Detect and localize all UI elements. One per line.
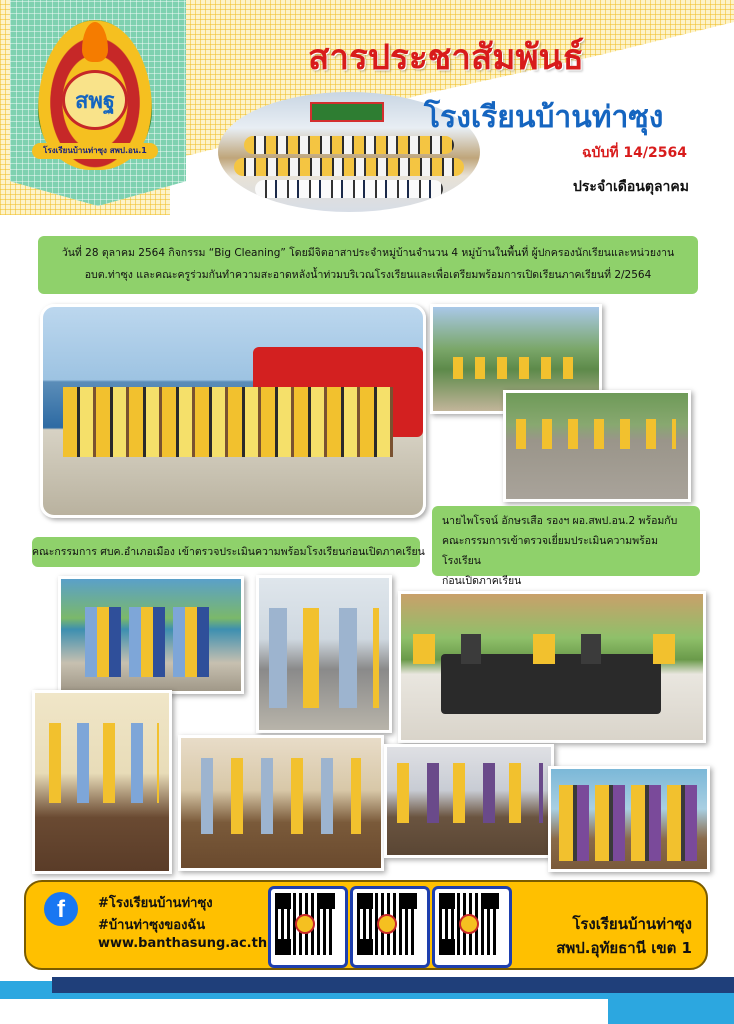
emblem-center: สพฐ bbox=[62, 70, 128, 130]
bottom-arrow-stripe bbox=[608, 993, 734, 1024]
footer-school-name: โรงเรียนบ้านท่าซุง bbox=[572, 915, 692, 933]
inspectors bbox=[49, 723, 159, 803]
photo-library-check bbox=[384, 744, 554, 858]
caption-line: คณะกรรมการเข้าตรวจเยี่ยมประเมินความพร้อมโรงเรียน bbox=[442, 535, 658, 567]
photo-committee-lineup bbox=[548, 766, 710, 872]
committee-members bbox=[559, 785, 699, 861]
photo-inspection-committee bbox=[58, 576, 244, 694]
school-name-heading: โรงเรียนบ้านท่าซุง bbox=[424, 100, 664, 135]
meeting-attendees bbox=[401, 634, 701, 664]
inspectors bbox=[201, 758, 361, 834]
footer-district: สพป.อุทัยธานี เขต 1 bbox=[556, 939, 692, 957]
issue-month: ประจำเดือนตุลาคม bbox=[573, 179, 689, 195]
hashtag-home: #บ้านท่าซุงของฉัน bbox=[98, 918, 206, 933]
inspection-caption-left: คณะกรรมการ ศบค.อำเภอเมือง เข้าตรวจประเมินความพร้อมโรงเรียนก่อนเปิดภาคเรียน bbox=[32, 537, 420, 567]
newsletter-title: สารประชาสัมพันธ์ bbox=[308, 37, 584, 78]
website-link[interactable]: www.banthasung.ac.th bbox=[98, 936, 268, 951]
qr-logo-icon bbox=[459, 914, 479, 934]
volunteers-group bbox=[63, 387, 393, 457]
hashtag-school: #โรงเรียนบ้านท่าซุง bbox=[98, 896, 213, 911]
volunteers-group bbox=[453, 357, 583, 379]
qr-code[interactable] bbox=[268, 886, 348, 968]
facebook-icon[interactable]: f bbox=[44, 892, 78, 926]
inspectors bbox=[397, 763, 543, 823]
photo-people-row bbox=[234, 158, 465, 176]
bottom-stripe-dark bbox=[52, 977, 734, 993]
activity-description-line: อบต.ท่าซุง และคณะครูร่วมกันทำความสะอาดหลังน้ำท่วมบริเวณโรงเรียนและเพื่อเตรียมพร้อมการเปิดเรียนภาคเรียนที่ 2/2564 bbox=[84, 269, 652, 281]
qr-code[interactable] bbox=[432, 886, 512, 968]
qr-code[interactable] bbox=[350, 886, 430, 968]
inspection-caption-right bbox=[432, 506, 700, 587]
photo-people-row bbox=[244, 136, 454, 154]
qr-logo-icon bbox=[377, 914, 397, 934]
qr-logo-icon bbox=[295, 914, 315, 934]
photo-classroom-check bbox=[256, 575, 392, 733]
inspectors bbox=[269, 608, 379, 708]
activity-description-line: วันที่ 28 ตุลาคม 2564 กิจกรรม “Big Cleaning” โดยมีจิตอาสาประจำหมู่บ้านจำนวน 4 หมู่บ้านในพื้นที่ ผู้ปกครองนักเรียนและหน่วยงาน bbox=[61, 247, 675, 259]
photo-room-inspection bbox=[32, 690, 172, 874]
photo-meeting-room bbox=[398, 591, 706, 743]
caption-line: ก่อนเปิดภาคเรียน bbox=[442, 575, 522, 587]
activity-description-banner bbox=[38, 236, 698, 294]
photo-classroom-desks bbox=[178, 735, 384, 871]
photo-banner bbox=[310, 102, 384, 122]
committee-members bbox=[85, 607, 215, 677]
caption-line: นายไพโรจน์ อักษรเสือ รองฯ ผอ.สพป.อน.2 พร้อมกับ bbox=[442, 515, 678, 527]
issue-number: ฉบับที่ 14/2564 bbox=[582, 145, 687, 161]
photo-people-row bbox=[255, 180, 444, 198]
photo-big-cleaning-group bbox=[40, 304, 426, 518]
volunteers-group bbox=[516, 419, 676, 449]
photo-cleaning-courtyard bbox=[503, 390, 691, 502]
emblem-caption: โรงเรียนบ้านท่าซุง สพป.อน.1 bbox=[32, 143, 158, 159]
